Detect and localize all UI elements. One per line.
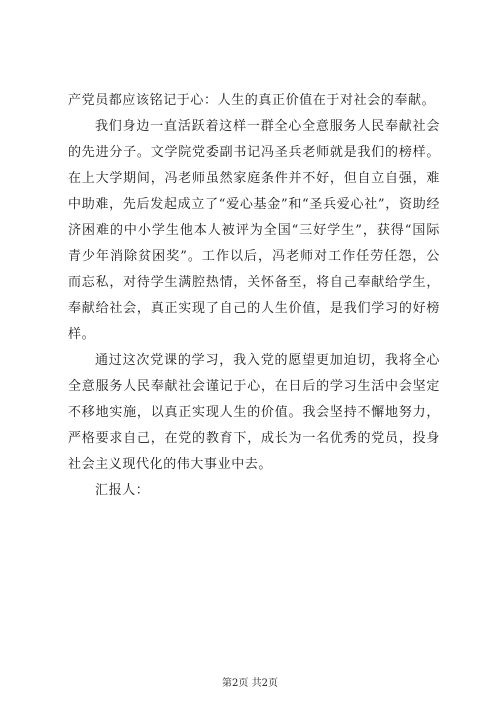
- paragraph-2: 我们身边一直活跃着这样一群全心全意服务人民奉献社会的先进分子。文学院党委副书记冯圣兵老师就是我们的榜样。在上大学期间，冯老师虽然家庭条件并不好，但自立自强，难中助难，先后发起成立了“爱心基金”和“圣兵爱心社”，资助经济困难的中小学生他本人被评为全国“三好学生”，获得“国际青少年消除贫困奖”。工作以后，冯老师对工作任劳任怨，公而忘私，对待学生满腔热情，关怀备至，将自己奉献给学生，奉献给社会，真正实现了自己的人生价值，是我们学习的好榜样。: [68, 119, 440, 342]
- paragraph-1: 产党员都应该铭记于心：人生的真正价值在于对社会的奉献。: [68, 93, 436, 108]
- signature-line: 汇报人：: [95, 483, 150, 498]
- document-body: [68, 88, 440, 504]
- paragraph-3: 通过这次党课的学习，我入党的愿望更加迫切，我将全心全意服务人民奉献社会谨记于心，在日后的学习生活中会坚定不移地实施，以真正实现人生的价值。我会坚持不懈地努力，严格要求自己，在党的教育下，成长为一名优秀的党员，投身社会主义现代化的伟大事业中去。: [68, 353, 440, 472]
- page-footer: 第2页 共2页: [222, 678, 278, 689]
